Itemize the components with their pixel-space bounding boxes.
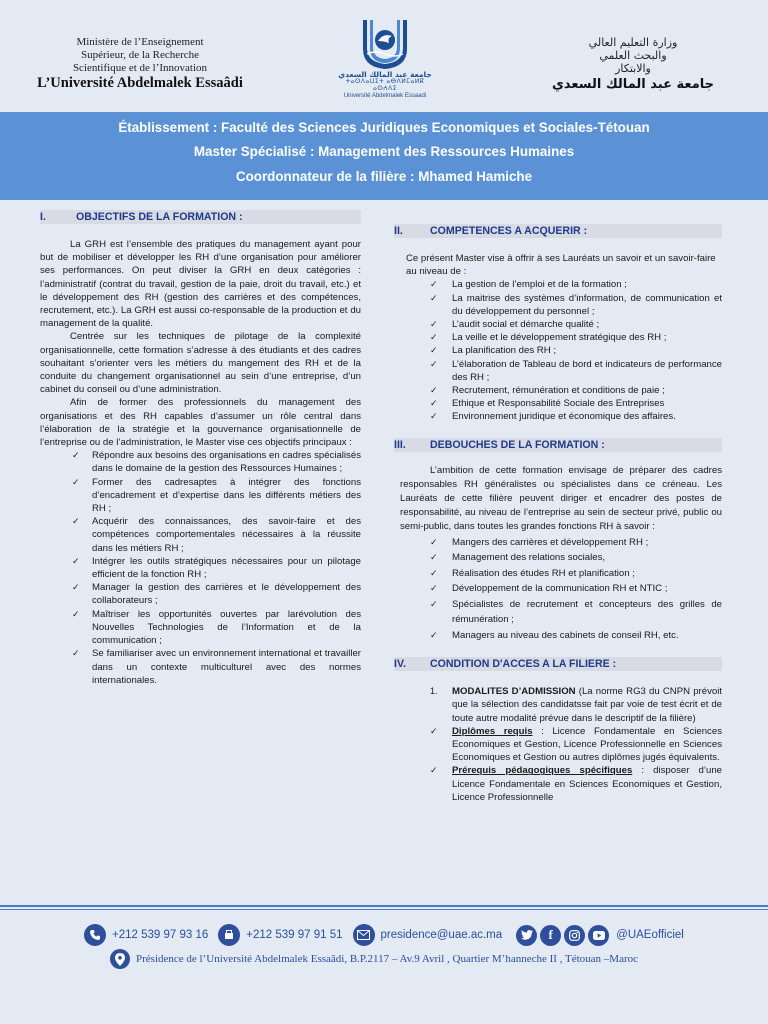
objectifs-paragraph-1: La GRH est l’ensemble des pratiques du management ayant pour but de mobiliser et développer les RH d’une organisation pour améliorer ses performances. On peut diviser la GRH en deux catégories : l’administratif (contrat du travail, gestion de la paie, droit du travail, etc.) et le développement des RH (gestion des carrières et des compétences, recrutement, etc.). La GRH est aussi co-responsable de la production et du management de la qualité. (40, 239, 361, 330)
list-item: ✓ Acquérir des connaissances, des savoir-faire et des compétences comportementales nécessaires à la réussite dans les métiers RH ; (72, 516, 361, 554)
section-number: III. (394, 438, 406, 451)
checkmark-icon: ✓ (430, 583, 438, 594)
list-item: ✓ La planification des RH ; (430, 345, 556, 357)
list-item: ✓ L’audit social et démarche qualité ; (430, 319, 600, 331)
logo-name-tifinagh: ⵜⴰⵙⴷⴰⵡⵉⵜ ⴰⴱⴷⵍⵎⴰⵍⴽ ⴰⵙⵄⴷⵉ (345, 79, 425, 92)
footer-contacts (84, 923, 694, 947)
fax-icon (218, 924, 240, 946)
logo-name-ar: جامعة عبد المالك السعدي (338, 70, 432, 79)
address-text: Présidence de l’Université Abdelmalek Essaâdi, B.P.2117 – Av.9 Avril , Quartier M’hanneche II , Tétouan –Maroc (136, 953, 638, 965)
list-item: ✓ Mangers des carrières et développement RH ; (394, 535, 722, 551)
letterhead (0, 0, 768, 112)
location-pin-icon (110, 949, 130, 969)
email-link[interactable]: presidence@uae.ac.ma (380, 929, 503, 941)
competences-list (394, 278, 722, 423)
ministry-fr-line-3: Scientifique et de l’Innovation (72, 62, 208, 74)
list-item-diplomes: ✓ Diplômes requis : Licence Fondamentale en Sciences Economiques et Gestion, Licence Professionnelle en Sciences Economiques et Gestion ou autres diplômes jugés équivalents. (430, 725, 722, 764)
checkmark-icon: ✓ (72, 555, 80, 566)
checkmark-icon: ✓ (430, 358, 438, 369)
youtube-icon[interactable] (588, 925, 609, 946)
facebook-icon[interactable]: f (540, 925, 561, 946)
section-title: CONDITION D'ACCES A LA FILIERE : (430, 658, 617, 671)
ministry-ar-line-1: وزارة التعليم العالي (588, 36, 678, 49)
phone-icon (84, 924, 106, 946)
list-item-modalites: 1. MODALITES D’ADMISSION (La norme RG3 du CNPN prévoit que la sélection des candidatsse fait par voie de test écrit et de toute autre modalité prévue dans le descriptif de la filière) (430, 686, 722, 724)
section-debouches-heading (394, 438, 722, 452)
checkmark-icon: ✓ (72, 582, 80, 593)
footer-divider (0, 905, 768, 907)
list-item: ✓ Maîtriser les opportunités ouvertes par larévolution des Nouvelles Technologies de l’Information et de la communication ; (72, 608, 361, 647)
list-item: ✓ Ethique et Responsabilité Sociale des Entreprises (430, 398, 665, 410)
checkmark-icon: ✓ (430, 319, 438, 330)
university-logo (334, 14, 436, 106)
list-item: ✓ La gestion de l’emploi et de la formation ; (430, 279, 627, 291)
checkmark-icon: ✓ (72, 450, 80, 461)
checkmark-icon: ✓ (430, 765, 438, 776)
checkmark-icon: ✓ (72, 608, 80, 619)
debouches-paragraph: L’ambition de cette formation envisage de préparer des cadres responsables RH généralistes ou spécialistes dans ce créneau. Les Lauréats de cette filière peuvent diriger et encadrer des postes de responsabilité, au niveau de l’entreprise au sein de secteur privé, public ou semi-public, dans toutes les grandes fonctions RH à savoir : (400, 464, 722, 533)
university-name-ar: جامعة عبد المالك السعدي (551, 77, 715, 92)
list-item: ✓ Intégrer les outils stratégiques nécessaires pour un pilotage efficient de la fonction RH ; (72, 555, 361, 581)
list-item: ✓ Manager la gestion des carrières et le développement des collaborateurs ; (72, 582, 361, 607)
ministry-fr-line-1: Ministère de l’Enseignement (76, 36, 204, 48)
acces-list (394, 685, 722, 804)
checkmark-icon: ✓ (430, 567, 438, 578)
coordinator-line: Coordonnateur de la filière : Mhamed Hamiche (235, 169, 533, 184)
section-number: I. (40, 211, 46, 223)
checkmark-icon: ✓ (72, 476, 80, 487)
fax-number[interactable]: +212 539 97 91 51 (246, 929, 343, 941)
checkmark-icon: ✓ (430, 552, 438, 563)
twitter-icon[interactable] (516, 925, 537, 946)
checkmark-icon: ✓ (430, 536, 438, 547)
phone-number[interactable]: +212 539 97 93 16 (112, 929, 209, 941)
email-icon (353, 924, 375, 946)
checkmark-icon: ✓ (430, 385, 438, 396)
list-item: ✓ La maitrise des systèmes d’information, de communication et du développement du personnel ; (430, 292, 722, 317)
checkmark-icon: ✓ (430, 411, 438, 422)
establishment-line: Établissement : Faculté des Sciences Juridiques Economiques et Sociales-Tétouan (118, 120, 650, 135)
section-title: COMPETENCES A ACQUERIR : (430, 225, 588, 237)
section-objectifs-heading (40, 210, 361, 224)
social-handle[interactable]: @UAEofficiel (616, 929, 684, 941)
list-item: ✓ Spécialistes de recrutement et concepteurs des grilles de rémunération ; (430, 598, 722, 626)
university-emblem-icon (357, 14, 413, 70)
list-item-prerequis: ✓ Prérequis pédagogiques spécifiques : disposer d’une Licence Fondamentale en Sciences Economiques et Gestion, Licence Professionnelle (430, 765, 722, 803)
section-competences-heading (394, 224, 722, 238)
instagram-icon[interactable] (564, 925, 585, 946)
footer-divider-thin (0, 909, 768, 910)
checkmark-icon: ✓ (430, 332, 438, 343)
competences-intro: Ce présent Master vise à offrir à ses Lauréats un savoir et un savoir-faire au niveau de : (406, 253, 716, 278)
master-line: Master Spécialisé : Management des Ressources Humaines (193, 144, 575, 159)
logo-name-fr: Université Abdelmalek Essaadi (343, 93, 427, 99)
program-banner (0, 112, 768, 200)
checkmark-icon: ✓ (430, 598, 438, 609)
section-title: OBJECTIFS DE LA FORMATION : (76, 211, 243, 223)
ministry-fr (30, 36, 250, 90)
checkmark-icon: ✓ (430, 279, 438, 290)
checkmark-icon: ✓ (72, 516, 80, 527)
debouches-list (394, 535, 722, 644)
list-item: ✓ L’élaboration de Tableau de bord et indicateurs de performance des RH ; (430, 358, 722, 383)
ministry-fr-line-2: Supérieur, de la Recherche (80, 49, 200, 61)
ministry-ar-line-2: والبحث العلمي (599, 49, 667, 62)
list-item: ✓ Réalisation des études RH et planification ; (394, 566, 722, 582)
list-item: ✓ Environnement juridique et économique des affaires. (430, 411, 676, 423)
checkmark-icon: ✓ (430, 725, 438, 736)
list-item: ✓ Développement de la communication RH et NTIC ; (394, 581, 722, 597)
list-number: 1. (430, 686, 438, 697)
ministry-ar (538, 36, 728, 91)
left-column (40, 210, 361, 687)
right-column (394, 224, 722, 804)
list-item: ✓ La veille et le développement stratégique des RH ; (430, 332, 667, 344)
list-item: ✓ Recrutement, rémunération et conditions de paie ; (430, 385, 665, 397)
list-item: ✓ Se familiariser avec un environnement international et travailler dans un contexte multiculturel avec des normes internationales. (72, 648, 361, 686)
checkmark-icon: ✓ (72, 648, 80, 659)
checkmark-icon: ✓ (430, 345, 438, 356)
objectifs-list (40, 449, 361, 687)
list-item: ✓ Managers au niveau des cabinets de conseil RH, etc. (394, 628, 722, 644)
objectifs-paragraph-2: Centrée sur les techniques de pilotage de la complexité organisationnelle, cette formation s’adresse à des étudiants et des cadres souhaitant s’orienter vers les métiers du mangement des RH et de la conduite du changement organisationnel au sein d’une entreprise, d’un cabinet du conseil ou d’une administration. (40, 331, 361, 396)
section-number: II. (394, 225, 403, 237)
footer-address (110, 948, 638, 970)
checkmark-icon: ✓ (430, 292, 438, 303)
list-item: ✓ Former des cadresaptes à intégrer des fonctions d’encadrement et d’expertise dans les différents métiers des RH ; (72, 476, 361, 515)
university-name-fr: L’Université Abdelmalek Essaâdi (37, 75, 243, 91)
ministry-ar-line-3: والابتكار (615, 62, 651, 75)
list-item: ✓ Répondre aux besoins des organisations en cadres spécialisés dans le domaine de la gestion des Ressources Humaines ; (72, 450, 361, 475)
objectifs-paragraph-3: Afin de former des professionnels du management des organisations et des RH capables d’assumer un rôle central dans l’élaboration de la stratégie et la gouvernance organisationnelle de l’entreprise ou de l’administration, le Master vise ces objectifs principaux : (40, 397, 361, 449)
checkmark-icon: ✓ (430, 398, 438, 409)
checkmark-icon: ✓ (430, 629, 438, 640)
section-number: IV. (394, 658, 406, 671)
section-acces-heading (394, 657, 722, 671)
list-item: ✓ Management des relations sociales, (394, 550, 722, 566)
section-title: DEBOUCHES DE LA FORMATION : (430, 438, 605, 451)
